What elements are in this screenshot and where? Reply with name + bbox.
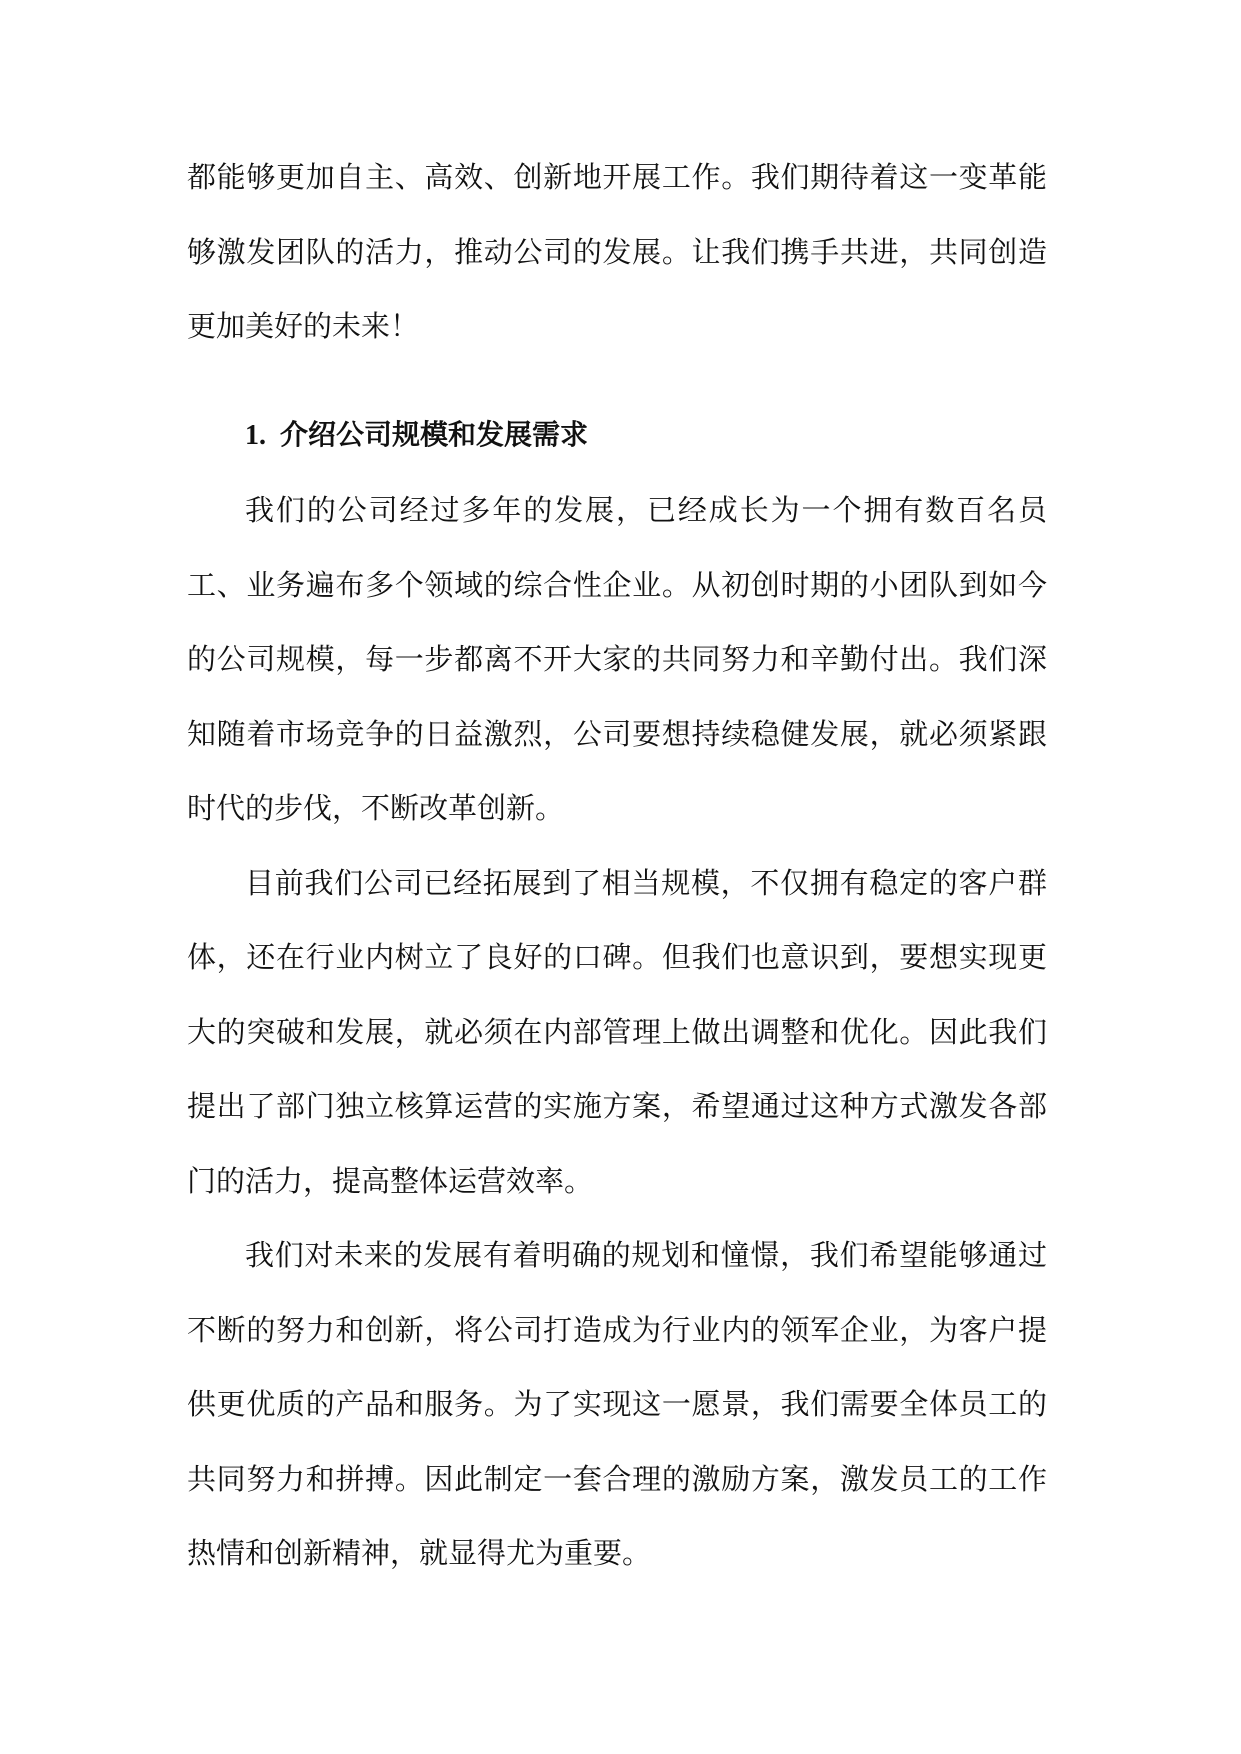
body-paragraph-3: 我们对未来的发展有着明确的规划和憧憬，我们希望能够通过不断的努力和创新，将公司打造成为行业内的领军企业，为客户提供更优质的产品和服务。为了实现这一愿景，我们需要全体员工的共同努力和拼搏。因此制定一套合理的激励方案，激发员工的工作热情和创新精神，就显得尤为重要。 bbox=[187, 1238, 1047, 1570]
body-paragraph-2: 目前我们公司已经拓展到了相当规模，不仅拥有稳定的客户群体，还在行业内树立了良好的口碑。但我们也意识到，要想实现更大的突破和发展，就必须在内部管理上做出调整和优化。因此我们提出了部门独立核算运营的实施方案，希望通过这种方式激发各部门的活力，提高整体运营效率。 bbox=[187, 865, 1047, 1198]
body-paragraph-1: 我们的公司经过多年的发展，已经成长为一个拥有数百名员工、业务遍布多个领域的综合性企业。从初创时期的小团队到如今的公司规模，每一步都离不开大家的共同努力和辛勤付出。我们深知随着市场竞争的日益激烈，公司要想持续稳健发展，就必须紧跟时代的步伐，不断改革创新。 bbox=[187, 493, 1047, 825]
section-number: 1. bbox=[245, 419, 266, 451]
section-title: 介绍公司规模和发展需求 bbox=[280, 417, 589, 451]
document-body bbox=[187, 140, 1047, 1591]
section-heading bbox=[187, 398, 1047, 474]
continuation-paragraph: 都能够更加自主、高效、创新地开展工作。我们期待着这一变革能够激发团队的活力，推动公司的发展。让我们携手共进，共同创造更加美好的未来！ bbox=[187, 160, 1047, 343]
